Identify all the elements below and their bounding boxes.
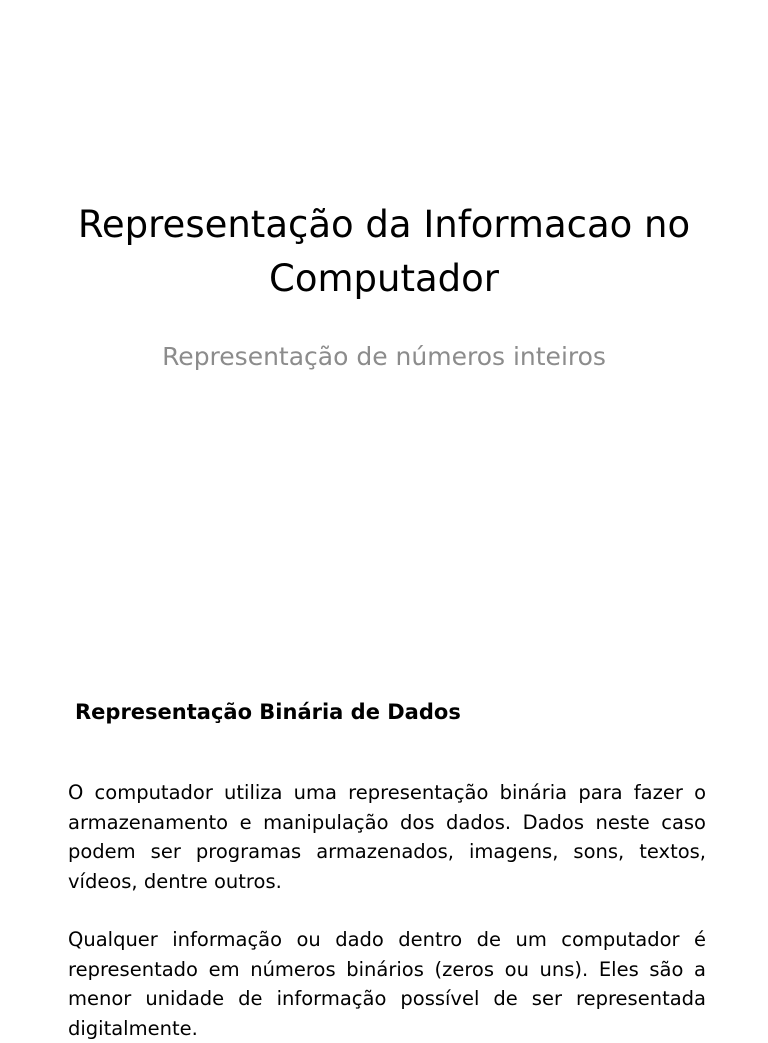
section-heading: Representação Binária de Dados [75,700,461,724]
slide-subtitle: Representação de números inteiros [162,342,606,371]
paragraph-2: Qualquer informação ou dado dentro de um computador é representado em números binários (zeros ou uns). Eles são a menor unidade de informação possível de ser representada digitalmente. [68,928,706,1040]
slide-title: Representação da Informacao no Computador [77,203,691,300]
paragraph-1: O computador utiliza uma representação binária para fazer o armazenamento e manipulação dos dados. Dados neste caso podem ser programas armazenados, imagens, sons, textos, vídeos, dentre outros. [68,781,706,893]
